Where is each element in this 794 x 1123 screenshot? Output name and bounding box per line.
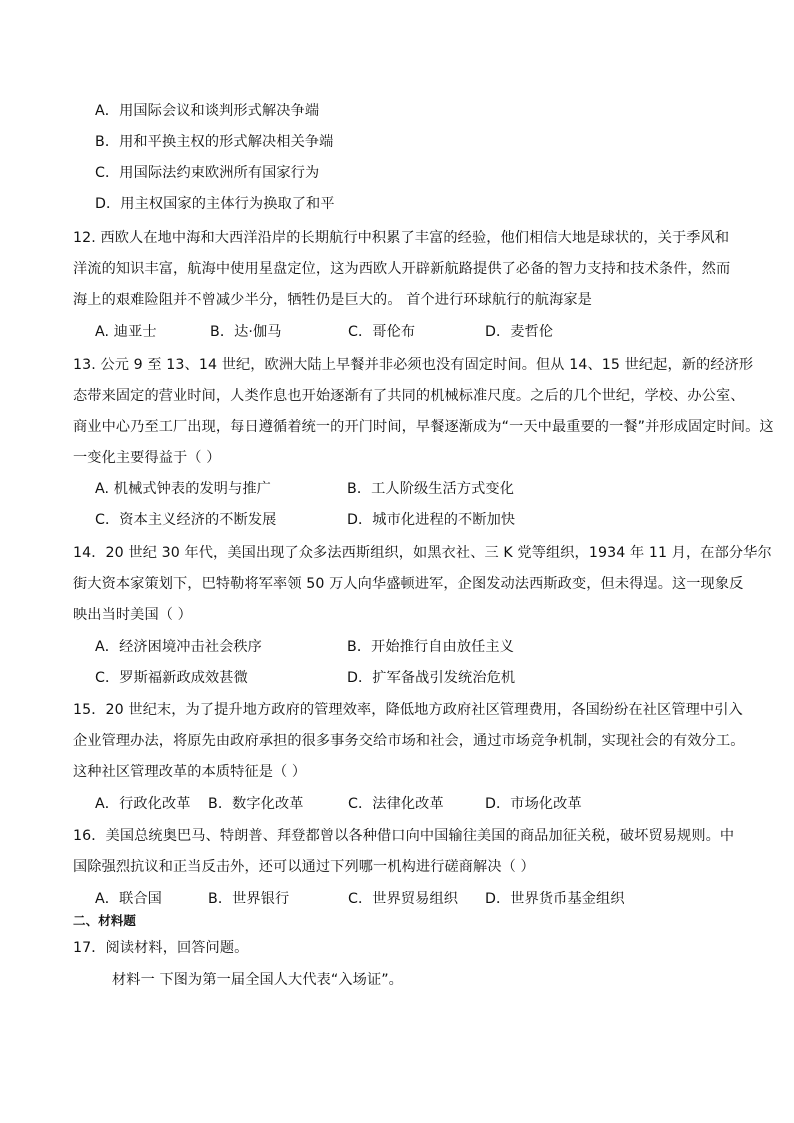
q13-stem-line3: 商业中心乃至工厂出现，每日遵循着统一的开门时间，早餐逐渐成为“一天中最重要的一餐”并形成固定时间。这: [73, 419, 774, 435]
q16-option-d: D．世界货币基金组织: [485, 891, 625, 907]
q12-option-a: A. 迪亚士: [95, 324, 157, 340]
q13-option-b: B．工人阶级生活方式变化: [347, 481, 514, 497]
q16-option-a: A．联合国: [95, 891, 162, 907]
q13-stem-line4: 一变化主要得益于（ ）: [73, 450, 221, 466]
q14-stem-line3: 映出当时美国（ ）: [73, 607, 192, 623]
q14-stem-line1: 14．20 世纪 30 年代，美国出现了众多法西斯组织，如黑衣社、三 K 党等组织，1934 年 11 月，在部分华尔: [73, 545, 772, 561]
q15-stem-line1: 15．20 世纪末，为了提升地方政府的管理效率，降低地方政府社区管理费用，各国纷纷在社区管理中引入: [73, 702, 743, 718]
q13-stem-line1: 13. 公元 9 至 13、14 世纪，欧洲大陆上早餐并非必须也没有固定时间。但从 14、15 世纪起，新的经济形: [73, 357, 754, 373]
q14-option-a: A．经济困境冲击社会秩序: [95, 639, 262, 655]
q15-stem-line2: 企业管理办法，将原先由政府承担的很多事务交给市场和社会，通过市场竞争机制，实现社会的有效分工。: [73, 733, 745, 749]
q12-stem-line1: 12. 西欧人在地中海和大西洋沿岸的长期航行中积累了丰富的经验，他们相信大地是球状的，关于季风和: [73, 230, 730, 246]
q12-option-c: C．哥伦布: [348, 324, 416, 340]
q12-option-b: B．达·伽马: [210, 324, 282, 340]
q15-options: [95, 794, 755, 814]
q12-stem-line3: 海上的艰难险阻并不曾减少半分，牺牲仍是巨大的。 首个进行环球航行的航海家是: [73, 292, 592, 308]
q17-material-1: 材料一 下图为第一届全国人大代表“入场证”。: [112, 972, 403, 988]
q14-option-d: D．扩军备战引发统治危机: [347, 670, 516, 686]
q13-option-c: C．资本主义经济的不断发展: [95, 512, 277, 528]
q15-option-d: D．市场化改革: [485, 796, 582, 812]
q15-option-c: C．法律化改革: [348, 796, 444, 812]
q14-stem-line2: 街大资本家策划下，巴特勒将军率领 50 万人向华盛顿进军，企图发动法西斯政变，但未得逞。这一现象反: [73, 576, 744, 592]
q17-stem-line1: 17．阅读材料，回答问题。: [73, 940, 249, 956]
q16-option-c: C．世界贸易组织: [348, 891, 459, 907]
q14-option-b: B．开始推行自由放任主义: [347, 639, 514, 655]
q13-option-d: D．城市化进程的不断加快: [347, 512, 516, 528]
section-heading-materials: 二、材料题: [73, 913, 137, 928]
q13-option-a: A. 机械式钟表的发明与推广: [95, 481, 271, 497]
q16-stem-line2: 国除强烈抗议和正当反击外，还可以通过下列哪一机构进行磋商解决（ ）: [73, 859, 535, 875]
q13-options-row1: [95, 479, 755, 499]
q16-options: [95, 889, 755, 909]
q15-option-a: A．行政化改革: [95, 796, 191, 812]
q13-stem-line2: 态带来固定的营业时间，人类作息也开始逐渐有了共同的机械标准尺度。之后的几个世纪，学校、办公室、: [73, 388, 745, 404]
q15-stem-line3: 这种社区管理改革的本质特征是（ ）: [73, 764, 307, 780]
q13-options-row2: [95, 510, 755, 530]
q12-stem-line2: 洋流的知识丰富，航海中使用星盘定位，这为西欧人开辟新航路提供了必备的智力支持和技术条件，然而: [73, 261, 731, 277]
q11-option-a: A．用国际会议和谈判形式解决争端: [95, 103, 320, 119]
q14-option-c: C．罗斯福新政成效甚微: [95, 670, 248, 686]
q12-options: [95, 322, 755, 342]
q11-option-c: C．用国际法约束欧洲所有国家行为: [95, 165, 320, 181]
q14-options-row1: [95, 637, 755, 657]
q14-options-row2: [95, 668, 755, 688]
q11-option-d: D．用主权国家的主体行为换取了和平: [95, 196, 335, 212]
q11-option-b: B．用和平换主权的形式解决相关争端: [95, 134, 334, 150]
q16-stem-line1: 16．美国总统奥巴马、特朗普、拜登都曾以各种借口向中国输往美国的商品加征关税，破坏贸易规则。中: [73, 828, 735, 844]
q15-option-b: B．数字化改革: [208, 796, 304, 812]
q16-option-b: B．世界银行: [208, 891, 290, 907]
q12-option-d: D．麦哲伦: [485, 324, 554, 340]
